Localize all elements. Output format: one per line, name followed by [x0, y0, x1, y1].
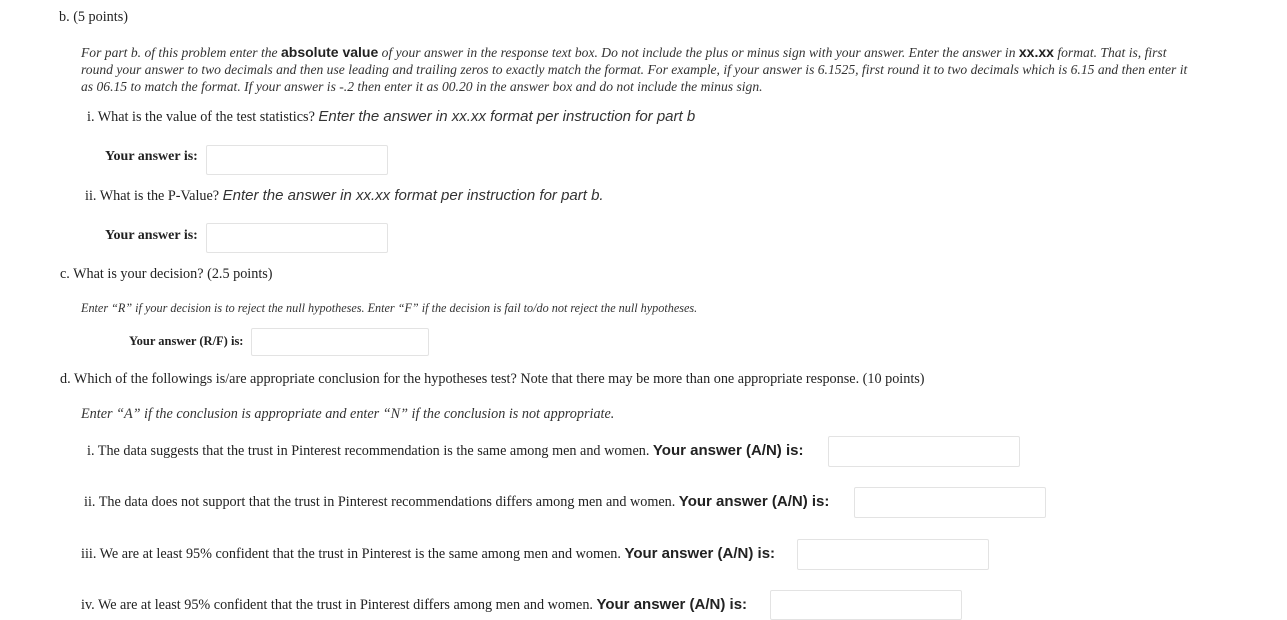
- part-d-instruction: Enter “A” if the conclusion is appropriate and enter “N” if the conclusion is not appropriate.: [81, 406, 615, 422]
- answer-input-b-i[interactable]: [206, 145, 388, 175]
- question-d-iii: [81, 545, 775, 563]
- answer-label-d-ii: Your answer (A/N) is:: [678, 493, 830, 510]
- instr-text-1: For part b. of this problem enter the: [81, 45, 281, 60]
- answer-input-d-ii[interactable]: [854, 487, 1046, 518]
- part-b-instructions: [81, 44, 1191, 95]
- question-b-i: [87, 108, 695, 126]
- answer-label-d-iv: Your answer (A/N) is:: [596, 596, 748, 613]
- answer-input-d-iii[interactable]: [797, 539, 989, 570]
- part-b-heading: b. (5 points): [59, 9, 128, 25]
- question-b-i-hint: Enter the answer in xx.xx format per instruction for part b: [318, 108, 696, 125]
- question-d-iii-text: iii. We are at least 95% confident that the trust in Pinterest is the same among men and women.: [81, 546, 621, 562]
- question-d-ii-text: ii. The data does not support that the trust in Pinterest recommendations differs among men and women.: [84, 494, 676, 510]
- part-d-heading: d. Which of the followings is/are appropriate conclusion for the hypotheses test? Note that there may be more than one appropriate response. (10 points): [60, 371, 925, 387]
- instr-text-3: of your answer in the response text box. Do not include the plus or minus sign with your answer. Enter the answer in: [378, 45, 1019, 60]
- question-b-i-text: i. What is the value of the test statistics?: [87, 109, 315, 125]
- question-b-ii-hint: Enter the answer in xx.xx format per instruction for part b.: [222, 187, 604, 204]
- instr-absolute-value: absolute value: [281, 44, 379, 60]
- answer-input-d-iv[interactable]: [770, 590, 962, 620]
- answer-input-c[interactable]: [251, 328, 429, 356]
- answer-input-d-i[interactable]: [828, 436, 1020, 467]
- question-d-ii: [84, 493, 829, 511]
- question-b-ii-text: ii. What is the P-Value?: [85, 188, 220, 204]
- answer-label-b-i: Your answer is:: [105, 149, 198, 164]
- part-c-instruction: Enter “R” if your decision is to reject the null hypotheses. Enter “F” if the decision is fail to/do not reject the null hypotheses.: [81, 301, 698, 315]
- question-d-iv-text: iv. We are at least 95% confident that the trust in Pinterest differs among men and women.: [81, 597, 593, 613]
- part-c-heading: c. What is your decision? (2.5 points): [60, 266, 273, 282]
- instr-text-5: format. That is, first round your answer to two decimals and then use leading and trailing zeros to exactly match the format. For example, if your answer is 6.1525, first round it to two decimals which is 6.15 and then enter it as 06.15 to match the format. If your answer is -.2 then enter it as 00.20 in the answer box and do not include the minus sign.: [81, 45, 1188, 94]
- question-b-ii: [85, 187, 604, 205]
- question-d-i: [87, 442, 803, 460]
- answer-input-b-ii[interactable]: [206, 223, 388, 253]
- answer-label-c: Your answer (R/F) is:: [129, 334, 244, 348]
- answer-label-b-ii: Your answer is:: [105, 228, 198, 243]
- answer-label-d-i: Your answer (A/N) is:: [652, 442, 804, 459]
- instr-format: xx.xx: [1018, 44, 1054, 60]
- question-d-iv: [81, 596, 747, 614]
- question-d-i-text: i. The data suggests that the trust in Pinterest recommendation is the same among men and women.: [87, 443, 650, 459]
- answer-label-d-iii: Your answer (A/N) is:: [624, 545, 776, 562]
